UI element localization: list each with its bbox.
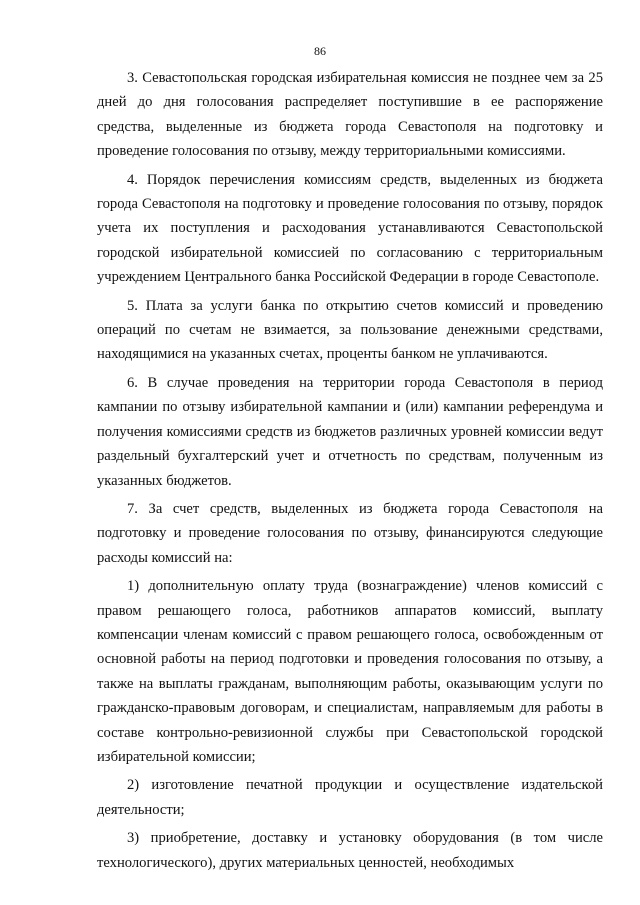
paragraph-6: 6. В случае проведения на территории города Севастополя в период кампании по отзыву избирательной кампании и (или) кампании референдума и получения комиссиями средств из бюджетов различных уровней комиссии ведут раздельный бухгалтерский учет и отчетность по средствам, полученным из указанных бюджетов. [97,374,603,489]
page-number: 86 [314,44,326,58]
document-body [97,66,603,879]
list-item-2: 2) изготовление печатной продукции и осуществление издательской деятельности; [97,777,603,818]
list-item-3: 3) приобретение, доставку и установку оборудования (в том числе технологического), других материальных ценностей, необходимых [97,830,603,871]
paragraph-3: 3. Севастопольская городская избирательная комиссия не позднее чем за 25 дней до дня голосования распределяет поступившие в ее распоряжение средства, выделенные из бюджета города Севастополя на подготовку и проведение голосования по отзыву, между территориальными комиссиями. [97,70,603,160]
paragraph-4: 4. Порядок перечисления комиссиям средств, выделенных из бюджета города Севастополя на подготовку и проведение голосования по отзыву, порядок учета их поступления и расходования устанавливаются Севастопольской городской избирательной комиссией по согласованию с территориальным учреждением Центрального банка Российской Федерации в городе Севастополе. [97,171,603,286]
list-item-1: 1) дополнительную оплату труда (вознаграждение) членов комиссий с правом решающего голоса, работников аппаратов комиссий, выплату компенсации членам комиссий с правом решающего голоса, освобожденным от основной работы на период подготовки и проведения голосования по отзыву, а также на выплаты гражданам, выполняющим работы, оказывающим услуги по гражданско-правовым договорам, и специалистам, направляемым для работы в составе контрольно-ревизионной службы при Севастопольской городской избирательной комиссии; [97,578,603,765]
paragraph-7: 7. За счет средств, выделенных из бюджета города Севастополя на подготовку и проведение голосования по отзыву, финансируются следующие расходы комиссий на: [97,500,603,566]
paragraph-5: 5. Плата за услуги банка по открытию счетов комиссий и проведению операций по счетам не взимается, за пользование денежными средствами, находящимися на указанных счетах, проценты банком не уплачиваются. [97,297,603,363]
